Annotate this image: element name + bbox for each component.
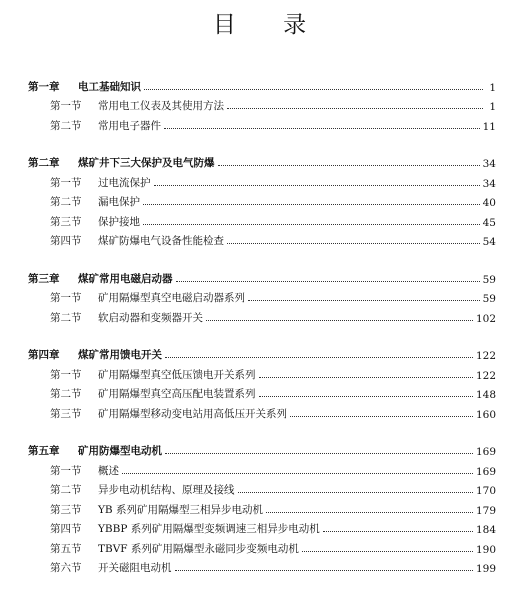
section-number: 第一节 bbox=[50, 176, 82, 189]
section-number: 第二节 bbox=[50, 484, 82, 496]
page-title: 目 录 bbox=[212, 12, 327, 38]
chapter-number: 第一章 bbox=[28, 80, 60, 93]
section-number: 第一节 bbox=[50, 292, 82, 304]
section-title: 概述 bbox=[98, 464, 119, 477]
dot-leader bbox=[165, 453, 473, 454]
section-number: 第二节 bbox=[50, 196, 82, 208]
section-title: 矿用隔爆型真空低压馈电开关系列 bbox=[98, 368, 256, 381]
chapter-block bbox=[28, 266, 496, 325]
section-title: YBBP 系列矿用隔爆型变频调速三相异步电动机 bbox=[98, 523, 320, 535]
dot-leader bbox=[122, 473, 473, 474]
page-number: 122 bbox=[475, 369, 496, 382]
chapter-block bbox=[28, 74, 496, 133]
toc-chapter-entry[interactable] bbox=[28, 266, 496, 286]
dot-leader bbox=[259, 396, 473, 397]
dot-leader bbox=[248, 300, 480, 301]
page-number: 34 bbox=[482, 177, 496, 190]
chapter-number: 第三章 bbox=[28, 272, 60, 285]
section-number: 第二节 bbox=[50, 119, 82, 132]
section-number: 第一节 bbox=[50, 100, 82, 112]
section-title: YB 系列矿用隔爆型三相异步电动机 bbox=[98, 503, 263, 516]
section-number: 第一节 bbox=[50, 464, 82, 477]
toc-section-entry[interactable] bbox=[28, 229, 496, 249]
section-number: 第三节 bbox=[50, 407, 82, 420]
toc-section-entry[interactable] bbox=[28, 401, 496, 421]
section-title: 软启动器和变频器开关 bbox=[98, 311, 203, 324]
chapter-block bbox=[28, 439, 496, 576]
chapter-title: 煤矿井下三大保护及电气防爆 bbox=[78, 157, 215, 169]
toc-chapter-entry[interactable] bbox=[28, 74, 496, 94]
toc-chapter-entry[interactable] bbox=[28, 343, 496, 363]
chapter-title: 煤矿常用馈电开关 bbox=[78, 349, 162, 361]
section-title: 开关磁阻电动机 bbox=[98, 562, 172, 574]
dot-leader bbox=[143, 224, 480, 225]
page-number: 54 bbox=[482, 236, 496, 248]
toc-section-entry[interactable] bbox=[28, 536, 496, 556]
section-title: 过电流保护 bbox=[98, 176, 151, 189]
dot-leader bbox=[323, 531, 473, 532]
page-number: 170 bbox=[475, 485, 496, 497]
page-number: 34 bbox=[482, 158, 496, 170]
dot-leader bbox=[290, 416, 473, 417]
toc-section-entry[interactable] bbox=[28, 362, 496, 382]
toc-section-entry[interactable] bbox=[28, 478, 496, 498]
toc-chapter-entry[interactable] bbox=[28, 439, 496, 459]
table-of-contents bbox=[28, 74, 496, 593]
section-title: 矿用隔爆型移动变电站用高低压开关系列 bbox=[98, 407, 287, 420]
page-number: 59 bbox=[482, 273, 496, 286]
toc-section-entry[interactable] bbox=[28, 382, 496, 402]
section-title: 异步电动机结构、原理及接线 bbox=[98, 484, 235, 496]
page-number: 45 bbox=[482, 216, 496, 229]
toc-section-entry[interactable] bbox=[28, 305, 496, 325]
section-number: 第六节 bbox=[50, 562, 82, 574]
chapter-title: 电工基础知识 bbox=[78, 80, 141, 93]
section-number: 第二节 bbox=[50, 388, 82, 400]
page-number: 184 bbox=[475, 524, 496, 536]
page-number: 59 bbox=[482, 293, 496, 305]
section-number: 第五节 bbox=[50, 542, 82, 555]
chapter-block bbox=[28, 343, 496, 421]
chapter-number: 第四章 bbox=[28, 349, 60, 361]
section-title: 保护接地 bbox=[98, 215, 140, 228]
section-title: 矿用隔爆型真空电磁启动器系列 bbox=[98, 292, 245, 304]
section-title: 漏电保护 bbox=[98, 196, 140, 208]
page-number: 179 bbox=[475, 504, 496, 517]
dot-leader bbox=[164, 128, 480, 129]
page-number: 199 bbox=[475, 563, 496, 575]
dot-leader bbox=[206, 320, 473, 321]
page-number: 190 bbox=[475, 543, 496, 556]
toc-section-entry[interactable] bbox=[28, 517, 496, 537]
section-title: 常用电子器件 bbox=[98, 119, 161, 132]
dot-leader bbox=[165, 357, 473, 358]
section-number: 第四节 bbox=[50, 523, 82, 535]
section-number: 第二节 bbox=[50, 311, 82, 324]
dot-leader bbox=[302, 551, 473, 552]
toc-section-entry[interactable] bbox=[28, 113, 496, 133]
page-number: 11 bbox=[482, 120, 496, 133]
chapter-title: 煤矿常用电磁启动器 bbox=[78, 272, 173, 285]
page-number: 169 bbox=[475, 446, 496, 458]
section-title: TBVF 系列矿用隔爆型永磁同步变频电动机 bbox=[98, 542, 299, 555]
dot-leader bbox=[144, 89, 483, 90]
section-number: 第一节 bbox=[50, 368, 82, 381]
page-number: 1 bbox=[489, 81, 496, 94]
toc-section-entry[interactable] bbox=[28, 170, 496, 190]
toc-section-entry[interactable] bbox=[28, 209, 496, 229]
page-number: 40 bbox=[482, 197, 496, 209]
section-number: 第三节 bbox=[50, 503, 82, 516]
dot-leader bbox=[238, 492, 473, 493]
page-number: 122 bbox=[475, 350, 496, 362]
chapter-block bbox=[28, 151, 496, 249]
chapter-number: 第二章 bbox=[28, 157, 60, 169]
dot-leader bbox=[154, 185, 480, 186]
dot-leader bbox=[266, 512, 473, 513]
toc-section-entry[interactable] bbox=[28, 556, 496, 576]
page-number: 160 bbox=[475, 408, 496, 421]
section-number: 第四节 bbox=[50, 235, 82, 247]
section-title: 常用电工仪表及其使用方法 bbox=[98, 100, 224, 112]
page-number: 102 bbox=[475, 312, 496, 325]
chapter-number: 第五章 bbox=[28, 445, 60, 457]
toc-section-entry[interactable] bbox=[28, 286, 496, 306]
dot-leader bbox=[218, 165, 480, 166]
page-number: 1 bbox=[489, 101, 496, 113]
dot-leader bbox=[227, 108, 483, 109]
toc-section-entry[interactable] bbox=[28, 497, 496, 517]
dot-leader bbox=[227, 243, 480, 244]
section-title: 矿用隔爆型真空高压配电装置系列 bbox=[98, 388, 256, 400]
dot-leader bbox=[176, 281, 480, 282]
page-number: 169 bbox=[475, 465, 496, 478]
dot-leader bbox=[259, 377, 473, 378]
page-number: 148 bbox=[475, 389, 496, 401]
section-title: 煤矿防爆电气设备性能检查 bbox=[98, 235, 224, 247]
dot-leader bbox=[175, 570, 473, 571]
toc-chapter-entry[interactable] bbox=[28, 151, 496, 171]
toc-section-entry[interactable] bbox=[28, 190, 496, 210]
chapter-title: 矿用防爆型电动机 bbox=[78, 445, 162, 457]
toc-section-entry[interactable] bbox=[28, 94, 496, 114]
toc-section-entry[interactable] bbox=[28, 458, 496, 478]
dot-leader bbox=[143, 204, 480, 205]
section-number: 第三节 bbox=[50, 215, 82, 228]
